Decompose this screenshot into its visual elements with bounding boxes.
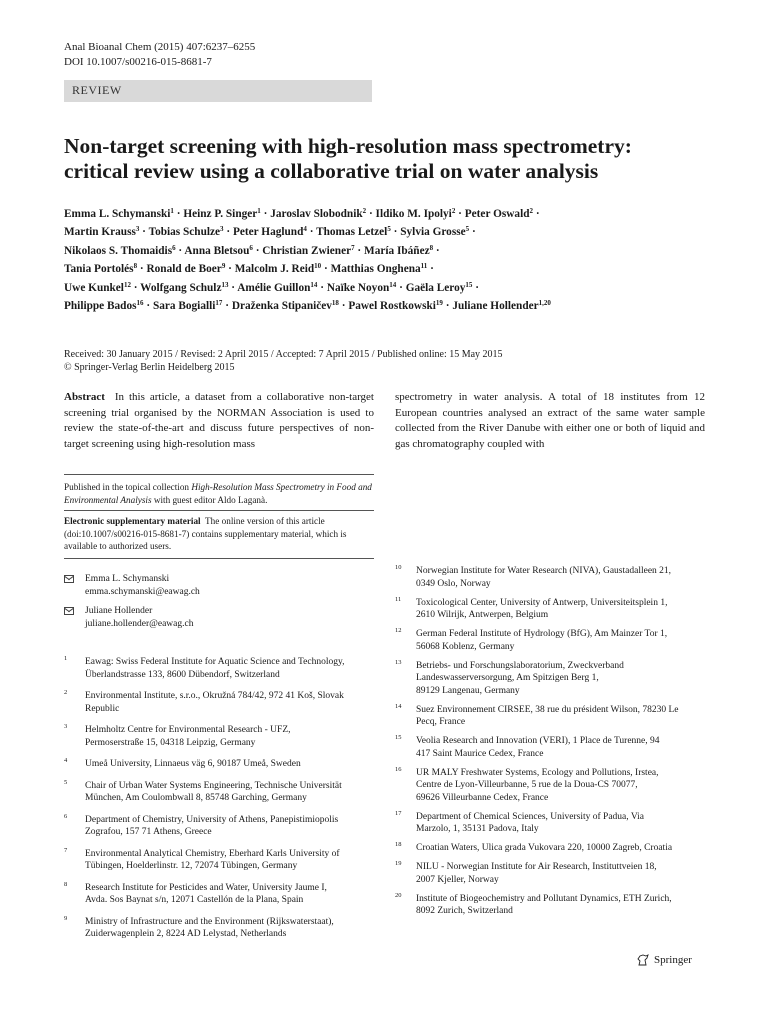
author-name[interactable]: Tobias Schulze$^3$ xyxy=(148,225,224,239)
affiliation-line: Helmholtz Centre for Environmental Research - UFZ, xyxy=(85,725,291,735)
affiliation-number: 1 xyxy=(64,655,68,662)
affiliation-number: 18 xyxy=(395,841,402,848)
affiliation-line: Suez Environnement CIRSEE, 38 rue du président Wilson, 78230 Le xyxy=(416,704,679,715)
author-affiliation-number: 4 xyxy=(303,225,307,234)
author-separator: · xyxy=(223,226,233,239)
abstract-text: In this article, a dataset from a collaborative non-target screening trial organised by the NORMAN Association is used to review the state-of-the-art and discuss future perspectives of non-target screening using high-resolution mass xyxy=(64,391,374,450)
affiliation-line: Eawag: Swiss Federal Institute for Aquatic Science and Technology, xyxy=(85,657,345,667)
affiliation-text xyxy=(416,861,716,886)
author-affiliation-number: 13 xyxy=(221,280,229,289)
author-name[interactable]: Draženka Stipaničev$^{18}$ xyxy=(231,299,339,313)
affiliation-number: 8 xyxy=(64,880,68,888)
author-name[interactable]: Sylvia Grosse$^5$ xyxy=(400,225,470,239)
affiliation-line: 2007 Kjeller, Norway xyxy=(416,874,499,885)
author-separator: · xyxy=(252,244,263,257)
affiliation-line: 89129 Langenau, Germany xyxy=(416,685,520,696)
author-affiliation-number: 9 xyxy=(221,262,226,271)
author-line xyxy=(64,223,704,241)
affiliation-line: Veolia Research and Innovation (VERI), 1 Place de Turenne, 94 xyxy=(416,736,660,746)
affiliation-line: Ministry of Infrastructure and the Environment (Rijkswaterstaat), xyxy=(85,916,334,927)
author-affiliation-number: 3 xyxy=(135,225,140,234)
esm-heading: Electronic supplementary material xyxy=(64,516,201,526)
author-line xyxy=(64,242,704,260)
abstract-left xyxy=(64,390,374,452)
affiliation-text xyxy=(85,656,385,681)
author-separator: · xyxy=(366,208,376,220)
affiliation-line: 0349 Oslo, Norway xyxy=(416,578,491,589)
affiliation-line: 8092 Zurich, Switzerland xyxy=(416,906,513,916)
author-line xyxy=(64,205,704,223)
affiliation-line: 417 Saint Maurice Cedex, France xyxy=(416,748,544,759)
affiliation-line: Research Institute for Pesticides and Water, University Jaume I, xyxy=(85,882,327,893)
author-name[interactable]: Juliane Hollender$^{1,20}$ xyxy=(452,299,551,313)
dates-line: Received: 30 January 2015 / Revised: 2 April 2015 / Accepted: 7 April 2015 / Published online: 15 May 2015 xyxy=(64,349,503,360)
author-affiliation-number: 2 xyxy=(451,207,456,215)
author-list xyxy=(64,205,704,315)
divider xyxy=(64,510,374,511)
abstract-heading: Abstract xyxy=(64,391,105,403)
affiliation-number: 2 xyxy=(64,689,68,696)
author-affiliation-number: 1,20 xyxy=(538,299,551,308)
affiliation-number: 16 xyxy=(395,765,402,773)
author-affiliation-number: 3 xyxy=(220,225,224,234)
author-affiliation-number: 17 xyxy=(215,299,223,308)
affiliation-text xyxy=(85,758,385,771)
affiliation-line: Umeå University, Linnaeus väg 6, 90187 Umeå, Sweden xyxy=(85,759,301,769)
author-separator: · xyxy=(306,226,317,239)
author-name[interactable]: Pawel Rostkowski$^{19}$ xyxy=(348,299,443,313)
author-name[interactable]: Peter Oswald$^2$ xyxy=(464,207,533,220)
envelope-icon xyxy=(64,607,74,615)
envelope-icon xyxy=(64,575,74,583)
contact-email[interactable]: juliane.hollender@eawag.ch xyxy=(85,618,194,629)
affiliation-line: Zuiderwagenplein 2, 8224 AD Lelystad, Netherlands xyxy=(85,929,287,939)
author-affiliation-number: 6 xyxy=(172,243,176,252)
author-separator: · xyxy=(354,244,365,257)
author-name[interactable]: Ildiko M. Ipolyi$^2$ xyxy=(375,207,456,220)
author-name[interactable]: Thomas Letzel$^5$ xyxy=(316,225,391,239)
author-name[interactable]: Christian Zwiener$^7$ xyxy=(262,243,355,257)
author-separator: · xyxy=(173,208,184,220)
author-name[interactable]: María Ibáñez$^8$ xyxy=(364,243,434,257)
author-affiliation-number: 5 xyxy=(387,225,391,234)
author-name[interactable]: Nikolaos S. Thomaidis$^6$ xyxy=(64,243,176,257)
affiliation-line: Croatian Waters, Ulica grada Vukovara 220, 10000 Zagreb, Croatia xyxy=(416,843,673,853)
affiliation-text xyxy=(416,893,716,918)
author-separator: · xyxy=(427,263,434,276)
author-name[interactable]: Philippe Bados$^{16}$ xyxy=(64,299,144,313)
affiliation-line: Toxicological Center, University of Antwerp, Universiteitsplein 1, xyxy=(416,597,668,608)
affiliation-line: Permoserstraße 15, 04318 Leipzig, Germany xyxy=(85,737,256,748)
author-separator: · xyxy=(338,300,349,313)
abstract-text-continued: spectrometry in water analysis. A total of 18 institutes from 12 European countries analysed an extract of the same water sample collected from the River Danube with either one or both of liquid and gas chromatography coupled with xyxy=(395,391,705,450)
affiliation-number: 5 xyxy=(64,778,68,786)
author-name[interactable]: Gaëla Leroy$^{15}$ xyxy=(405,280,473,294)
publisher-logo xyxy=(636,954,692,966)
author-separator: · xyxy=(175,244,185,257)
affiliation-text xyxy=(85,814,385,839)
affiliation-line: Chair of Urban Water Systems Engineering, Technische Universität xyxy=(85,780,342,791)
affiliation-number: 17 xyxy=(395,809,402,817)
author-affiliation-number: 7 xyxy=(351,243,355,252)
pub-note-prefix: Published in the topical collection xyxy=(64,482,192,492)
author-affiliation-number: 1 xyxy=(170,207,174,215)
author-line xyxy=(64,279,704,297)
author-name[interactable]: Uwe Kunkel$^{12}$ xyxy=(64,280,131,294)
author-separator: · xyxy=(260,208,271,220)
author-affiliation-number: 8 xyxy=(429,243,434,252)
publication-dates xyxy=(64,348,704,374)
author-name[interactable]: Jaroslav Slobodnik$^2$ xyxy=(270,207,367,220)
author-affiliation-number: 2 xyxy=(362,207,367,215)
publisher-name: Springer xyxy=(654,954,692,966)
author-affiliation-number: 15 xyxy=(465,280,473,289)
author-separator: · xyxy=(130,281,141,294)
affiliation-line: Landeswasserversorgung, Am Spitzigen Berg 1, xyxy=(416,673,599,683)
doi: DOI 10.1007/s00216-015-8681-7 xyxy=(64,56,212,68)
author-name[interactable]: Ronald de Boer$^9$ xyxy=(146,262,226,276)
author-separator: · xyxy=(143,300,153,313)
affiliation-number: 12 xyxy=(395,627,402,634)
affiliation-line: Institute of Biogeochemistry and Pollutant Dynamics, ETH Zurich, xyxy=(416,893,672,904)
affiliation-text xyxy=(85,882,385,907)
affiliation-line: Avda. Sos Baynat s/n, 12071 Castellón de la Plana, Spain xyxy=(85,895,304,905)
author-affiliation-number: 14 xyxy=(310,280,318,289)
affiliation-line: UR MALY Freshwater Systems, Ecology and Pollutions, Irstea, xyxy=(416,767,659,778)
affiliation-line: Environmental Institute, s.r.o., Okružná 784/42, 972 41 Koš, Slovak xyxy=(85,691,344,701)
article-title xyxy=(64,134,704,184)
affiliation-line: German Federal Institute of Hydrology (BfG), Am Mainzer Tor 1, xyxy=(416,629,668,639)
affiliation-number: 9 xyxy=(64,914,68,922)
affiliation-text xyxy=(416,767,716,805)
affiliation-number: 19 xyxy=(395,860,402,867)
title-line: critical review using a collaborative trial on water analysis xyxy=(64,159,599,183)
affiliation-line: Marzolo, 1, 35131 Padova, Italy xyxy=(416,824,539,834)
author-separator: · xyxy=(442,300,453,313)
divider xyxy=(64,474,374,475)
affiliation-text xyxy=(85,690,385,715)
copyright-line: © Springer-Verlag Berlin Heidelberg 2015 xyxy=(64,362,235,373)
esm-text: The online version of this article (doi:10.1007/s00216-015-8681-7) contains supplementary material, which is available to authorized users. xyxy=(64,516,347,551)
affiliation-text xyxy=(416,597,716,622)
affiliation-text xyxy=(416,628,716,653)
author-affiliation-number: 5 xyxy=(465,225,470,234)
author-separator: · xyxy=(533,208,540,220)
affiliation-number: 20 xyxy=(395,891,402,899)
author-affiliation-number: 16 xyxy=(136,299,144,308)
corresponding-author xyxy=(64,605,374,630)
author-separator: · xyxy=(396,281,406,294)
author-separator: · xyxy=(222,300,232,313)
author-line xyxy=(64,297,704,315)
author-affiliation-number: 6 xyxy=(249,243,253,252)
affiliation-number: 13 xyxy=(395,658,402,666)
author-name[interactable]: Wolfgang Schulz$^{13}$ xyxy=(140,280,229,294)
author-name[interactable]: Anna Bletsou$^6$ xyxy=(184,243,253,257)
affiliation-text xyxy=(416,660,716,698)
affiliation-text xyxy=(85,724,385,749)
affiliation-text xyxy=(416,565,716,590)
pub-note-collection: High-Resolution Mass Spectrometry in Food and Environmental Analysis xyxy=(64,482,372,505)
author-line xyxy=(64,260,704,278)
affiliation-text xyxy=(416,735,716,760)
author-name[interactable]: Martin Krauss$^3$ xyxy=(64,225,140,239)
author-name[interactable]: Malcolm J. Reid$^{10}$ xyxy=(234,262,322,276)
author-name[interactable]: Amélie Guillon$^{14}$ xyxy=(237,280,318,294)
affiliation-number: 15 xyxy=(395,734,402,741)
divider xyxy=(64,558,374,559)
affiliation-line: 56068 Koblenz, Germany xyxy=(416,641,515,652)
affiliation-number: 11 xyxy=(395,595,402,603)
journal-header xyxy=(64,40,255,70)
affiliation-number: 3 xyxy=(64,723,68,730)
author-affiliation-number: 10 xyxy=(314,262,322,271)
affiliation-line: Republic xyxy=(85,703,120,714)
affiliation-text xyxy=(416,811,716,836)
author-name[interactable]: Naïke Noyon$^{14}$ xyxy=(326,280,397,294)
affiliation-line: Pecq, France xyxy=(416,717,466,727)
affiliation-line: Überlandstrasse 133, 8600 Dübendorf, Switzerland xyxy=(85,669,280,680)
author-affiliation-number: 19 xyxy=(435,299,443,308)
author-affiliation-number: 18 xyxy=(331,299,339,308)
author-name[interactable]: Sara Bogialli$^{17}$ xyxy=(152,299,223,313)
author-separator: · xyxy=(469,226,476,239)
affiliation-line: Environmental Analytical Chemistry, Eberhard Karls University of xyxy=(85,848,340,859)
author-separator: · xyxy=(472,281,479,294)
author-separator: · xyxy=(317,281,327,294)
author-separator: · xyxy=(455,208,465,220)
author-affiliation-number: 12 xyxy=(123,280,131,289)
abstract-right xyxy=(395,390,705,452)
pub-note-suffix: with guest editor Aldo Laganà. xyxy=(151,494,268,505)
author-separator: · xyxy=(433,244,440,257)
corresponding-author xyxy=(64,573,374,598)
contact-email[interactable]: emma.schymanski@eawag.ch xyxy=(85,586,200,597)
author-separator: · xyxy=(390,226,401,239)
author-affiliation-number: 11 xyxy=(420,262,428,271)
affiliation-text xyxy=(416,704,716,729)
affiliation-line: 2610 Wilrijk, Antwerpen, Belgium xyxy=(416,610,549,620)
author-name[interactable]: Emma L. Schymanski$^1$ xyxy=(64,207,174,220)
affiliation-line: Centre de Lyon-Villeurbanne, 5 rue de la Doua-CS 70077, xyxy=(416,780,638,790)
contact-name: Emma L. Schymanski xyxy=(85,574,170,584)
affiliation-number: 6 xyxy=(64,812,68,820)
affiliation-line: Zografou, 157 71 Athens, Greece xyxy=(85,827,212,837)
author-affiliation-number: 2 xyxy=(529,207,533,215)
affiliation-line: NILU - Norwegian Institute for Air Research, Instituttveien 18, xyxy=(416,862,657,872)
author-separator: · xyxy=(225,263,235,276)
author-affiliation-number: 14 xyxy=(389,280,397,289)
author-affiliation-number: 1 xyxy=(257,207,261,215)
affiliation-line: Tübingen, Hoelderlinstr. 12, 72074 Tübingen, Germany xyxy=(85,861,298,871)
affiliation-text xyxy=(85,780,385,805)
esm-note xyxy=(64,515,374,553)
author-name[interactable]: Matthias Onghena$^{11}$ xyxy=(330,262,428,276)
contact-name: Juliane Hollender xyxy=(85,606,153,616)
affiliation-number: 14 xyxy=(395,702,402,710)
author-separator: · xyxy=(228,281,238,294)
author-separator: · xyxy=(137,263,147,276)
affiliation-number: 10 xyxy=(395,564,402,571)
affiliation-line: 69626 Villeurbanne Cedex, France xyxy=(416,792,549,803)
affiliation-number: 4 xyxy=(64,757,68,764)
affiliation-number: 7 xyxy=(64,846,68,854)
affiliation-line: Norwegian Institute for Water Research (NIVA), Gaustadalleen 21, xyxy=(416,566,672,576)
author-separator: · xyxy=(321,263,331,276)
affiliation-line: Betriebs- und Forschungslaboratorium, Zweckverband xyxy=(416,660,624,671)
affiliation-line: Department of Chemistry, University of Athens, Panepistimiopolis xyxy=(85,814,339,825)
affiliation-line: Department of Chemical Sciences, University of Padua, Via xyxy=(416,811,644,822)
journal-citation: Anal Bioanal Chem (2015) 407:6237–6255 xyxy=(64,41,256,53)
author-affiliation-number: 8 xyxy=(133,262,138,271)
author-name[interactable]: Tania Portolés$^8$ xyxy=(64,262,138,276)
publication-note xyxy=(64,481,374,506)
title-line: Non-target screening with high-resolution mass spectrometry: xyxy=(64,134,632,158)
springer-horse-icon xyxy=(636,954,650,966)
affiliation-text xyxy=(85,916,385,941)
author-name[interactable]: Heinz P. Singer$^1$ xyxy=(183,207,261,220)
affiliation-line: München, Am Coulombwall 8, 85748 Garching, Germany xyxy=(85,793,307,803)
affiliation-text xyxy=(416,842,716,855)
author-name[interactable]: Peter Haglund$^4$ xyxy=(232,225,307,239)
section-label: REVIEW xyxy=(64,80,372,102)
affiliation-text xyxy=(85,848,385,873)
author-separator: · xyxy=(139,226,149,239)
